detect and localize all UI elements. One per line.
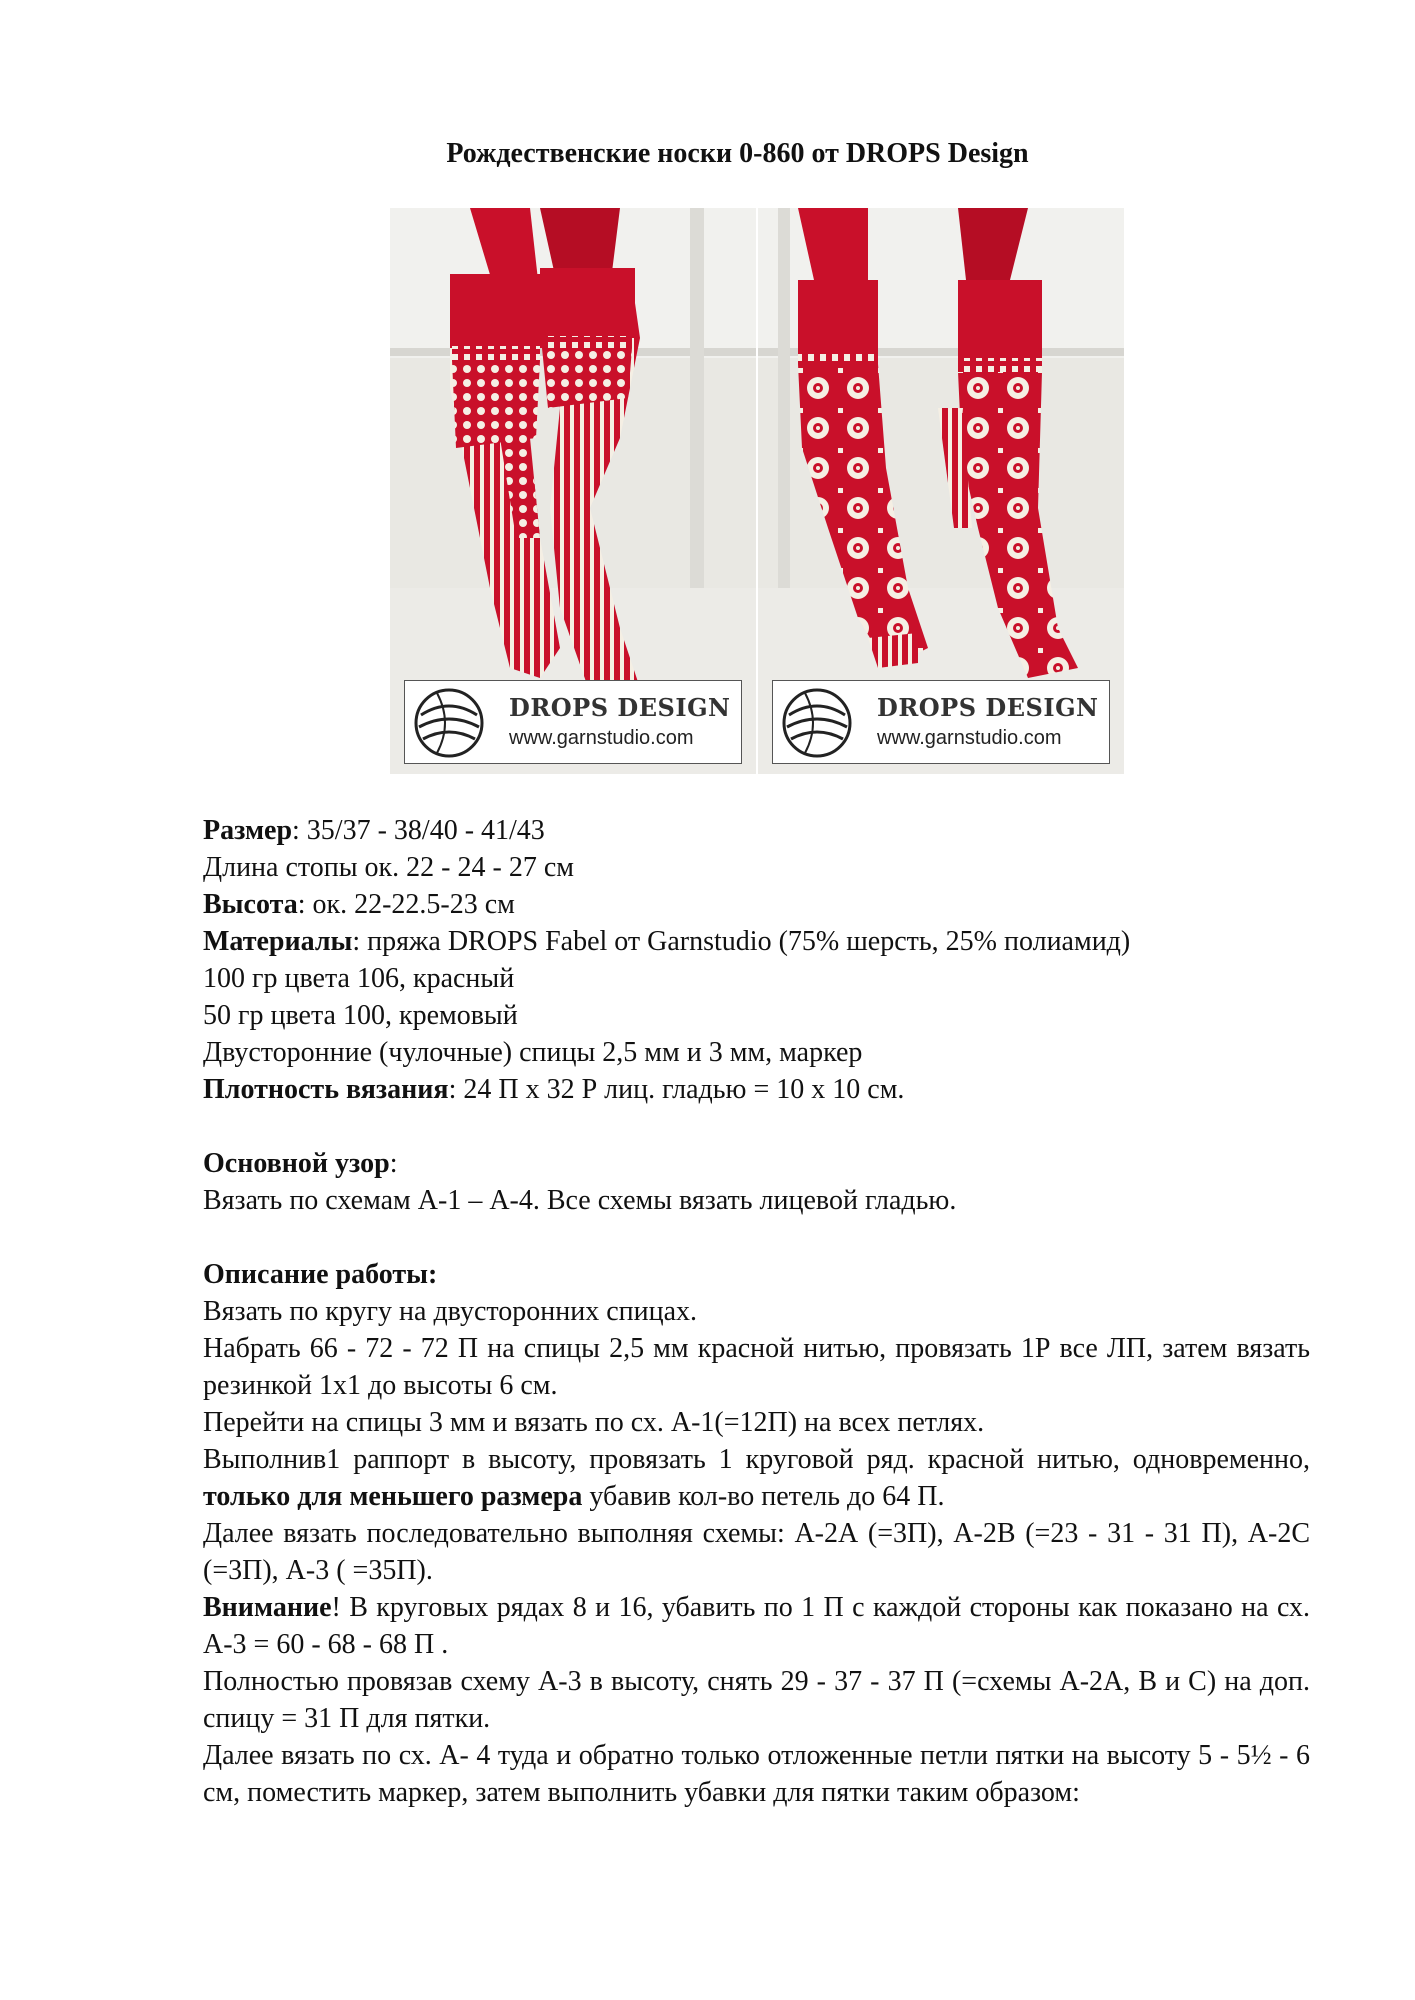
size-line <box>203 812 1310 849</box>
pattern-text-line: Вязать по схемам А-1 – А-4. Все схемы вязать лицевой гладью. <box>203 1185 957 1216</box>
brand-website: www.garnstudio.com <box>509 727 694 749</box>
pattern-colon: : <box>389 1148 398 1179</box>
height-label: Высота <box>203 889 298 920</box>
page-title: Рождественские носки 0-860 от DROPS Design <box>446 138 1029 169</box>
sock-photo-left <box>390 208 756 774</box>
description-p3: Перейти на спицы 3 мм и вязать по сх. А-1(=12П) на всех петлях. <box>203 1407 985 1438</box>
height-value: : ок. 22-22.5-23 см <box>297 889 515 920</box>
yarn-ball-icon <box>781 687 853 759</box>
description-p5: Далее вязать последовательно выполняя схемы: А-2А (=3П), А-2В (=23 - 31 - 31 П), А-2С (=3П), А-3 ( =35П). <box>203 1518 1310 1586</box>
material-red-line: 100 гр цвета 106, красный <box>203 963 515 994</box>
pattern-text <box>203 812 1310 1811</box>
description-p4-bold: только для меньшего размера <box>203 1481 583 1512</box>
materials-line <box>203 923 1310 960</box>
pattern-label: Основной узор <box>203 1148 390 1179</box>
brand-name: DROPS DESIGN <box>509 693 731 722</box>
brand-logo-box <box>772 680 1110 764</box>
height-line <box>203 886 1310 923</box>
materials-label: Материалы <box>203 926 353 957</box>
description-p6-text: ! В круговых рядах 8 и 16, убавить по 1 П с каждой стороны как показано на сх. А-3 = 60 - 68 - 68 П . <box>203 1592 1310 1660</box>
brand-name: DROPS DESIGN <box>877 693 1099 722</box>
material-cream-line: 50 гр цвета 100, кремовый <box>203 1000 518 1031</box>
description-p1: Вязать по кругу на двусторонних спицах. <box>203 1296 698 1327</box>
description-p6 <box>203 1589 1310 1663</box>
attention-label: Внимание <box>203 1592 332 1623</box>
gauge-line <box>203 1071 1310 1108</box>
brand-logo-box <box>404 680 742 764</box>
foot-length-line: Длина стопы ок. 22 - 24 - 27 см <box>203 852 574 883</box>
size-value: : 35/37 - 38/40 - 41/43 <box>292 815 545 846</box>
description-p2: Набрать 66 - 72 - 72 П на спицы 2,5 мм красной нитью, провязать 1Р все ЛП, затем вязать резинкой 1х1 до высоты 6 см. <box>203 1333 1310 1401</box>
description-p4-start: Выполнив1 раппорт в высоту, провязать 1 круговой ряд. красной нитью, одновременно, <box>203 1444 1310 1475</box>
gauge-value: : 24 П х 32 Р лиц. гладью = 10 х 10 см. <box>448 1074 905 1105</box>
size-label: Размер <box>203 815 293 846</box>
description-p8: Далее вязать по сх. А- 4 туда и обратно только отложенные петли пятки на высоту 5 - 5½ - 6 см, поместить маркер, затем выполнить убавки для пятки таким образом: <box>203 1740 1310 1808</box>
yarn-ball-icon <box>413 687 485 759</box>
pattern-heading <box>203 1145 1310 1182</box>
gauge-label: Плотность вязания <box>203 1074 449 1105</box>
description-p4 <box>203 1441 1310 1515</box>
description-heading <box>203 1256 1310 1293</box>
brand-website: www.garnstudio.com <box>877 727 1062 749</box>
description-p7: Полностью провязав схему А-3 в высоту, снять 29 - 37 - 37 П (=схемы А-2А, В и С) на доп. спицу = 31 П для пятки. <box>203 1666 1310 1734</box>
description-heading-text: Описание работы: <box>203 1259 438 1290</box>
materials-value: : пряжа DROPS Fabel от Garnstudio (75% шерсть, 25% полиамид) <box>352 926 1131 957</box>
description-p4-end: убавив кол-во петель до 64 П. <box>582 1481 945 1512</box>
sock-photo-right <box>758 208 1124 774</box>
needles-line: Двусторонние (чулочные) спицы 2,5 мм и 3 мм, маркер <box>203 1037 863 1068</box>
